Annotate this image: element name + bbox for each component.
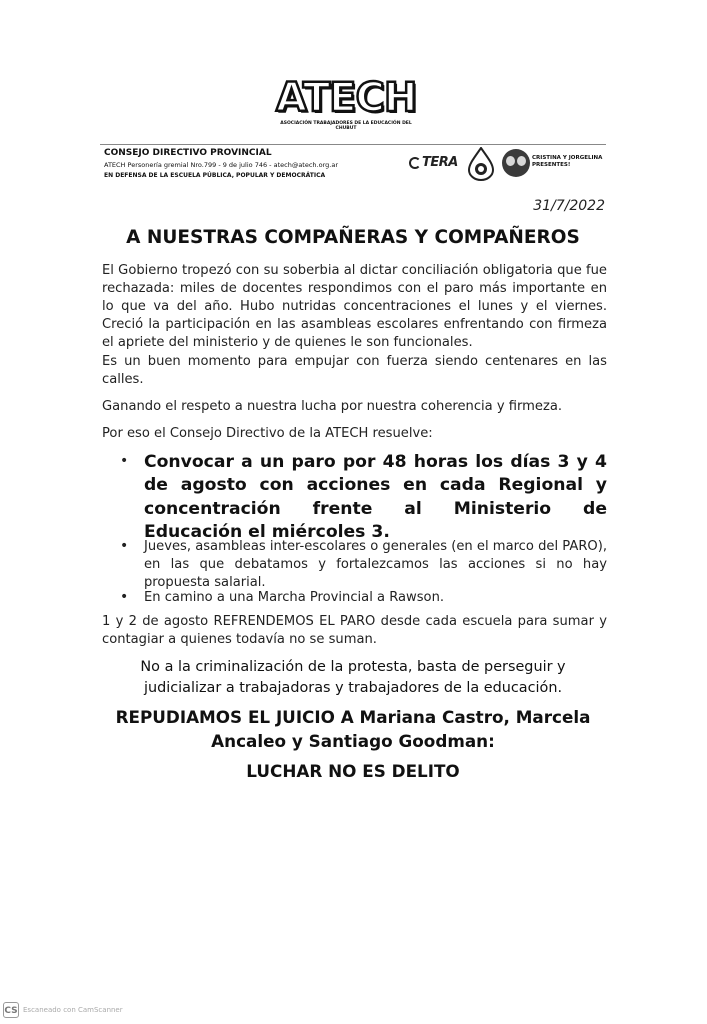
portrait-badge-icon [502,149,530,177]
ctera-text: TERA [422,155,458,170]
paragraph-intro: El Gobierno tropezó con su soberbia al dictar conciliación obligatoria que fue rechazada: miles de docentes respondimos con el paro más importante en lo que va del año. Hubo nutridas concentraciones el lunes y el viernes. Creció la participación en las asambleas escolares enfrentando con firmeza el apriete del ministerio y de quienes le son funcionales. [102,263,607,350]
resolution-march: En camino a una Marcha Provincial a Rawson. [144,590,445,605]
header-divider [100,144,606,145]
paragraph-refrendemos: 1 y 2 de agosto REFRENDEMOS EL PARO desde cada escuela para sumar y contagiar a quienes todavía no se suman. [102,614,607,647]
water-drop-logo-icon [466,147,496,181]
list-item [102,451,607,545]
letter-title: A NUESTRAS COMPAÑERAS Y COMPAÑEROS [126,227,580,248]
closing-slogan: LUCHAR NO ES DELITO [246,761,460,781]
logo-subtitle: ASOCIACIÓN TRABAJADORES DE LA EDUCACIÓN DEL CHUBUT [280,121,412,131]
bullet-icon: • [120,538,129,554]
paragraph-resolution-intro: Por eso el Consejo Directivo de la ATECH resuelve: [102,426,433,441]
logo-wordmark: ATECH [276,75,417,121]
camscanner-icon: CS [3,1002,19,1018]
paragraph-respect: Ganando el respeto a nuestra lucha por nuestra coherencia y firmeza. [102,399,563,414]
closing-repudio: REPUDIAMOS EL JUICIO A Mariana Castro, Marcela Ancaleo y Santiago Goodman: [115,707,591,751]
closing-criminalization: No a la criminalización de la protesta, basta de perseguir y judicializar a trabajadoras y trabajadores de la educación. [140,659,566,696]
ctera-logo [409,155,458,170]
camscanner-watermark [3,1002,123,1018]
letter-date: 31/7/2022 [533,198,605,214]
council-details: ATECH Personería gremial Nro.799 - 9 de julio 746 - atech@atech.org.ar [104,161,338,169]
atech-logo [276,75,417,131]
council-motto: EN DEFENSA DE LA ESCUELA PÚBLICA, POPULAR Y DEMOCRÁTICA [104,172,326,179]
badge-line2: PRESENTES! [532,162,571,168]
portrait-badge-label [532,155,602,169]
camscanner-text: Escaneado con CamScanner [23,1006,123,1014]
bullet-icon: • [120,589,129,605]
paragraph-momentum: Es un buen momento para empujar con fuerza siendo centenares en las calles. [102,354,607,387]
council-name: CONSEJO DIRECTIVO PROVINCIAL [104,148,272,158]
list-item [102,538,607,592]
resolution-assemblies: Jueves, asambleas inter-escolares o generales (en el marco del PARO), en las que debatamos y fortalezcamos las acciones si no hay propuesta salarial. [144,539,607,590]
ctera-c-icon [409,157,421,169]
resolution-strike: Convocar a un paro por 48 horas los días 3 y 4 de agosto con acciones en cada Regional y concentración frente al Ministerio de Educación el miércoles 3. [144,452,607,543]
badge-line1: CRISTINA Y JORGELINA [532,155,603,161]
bullet-icon: • [120,453,129,469]
list-item [102,589,607,607]
